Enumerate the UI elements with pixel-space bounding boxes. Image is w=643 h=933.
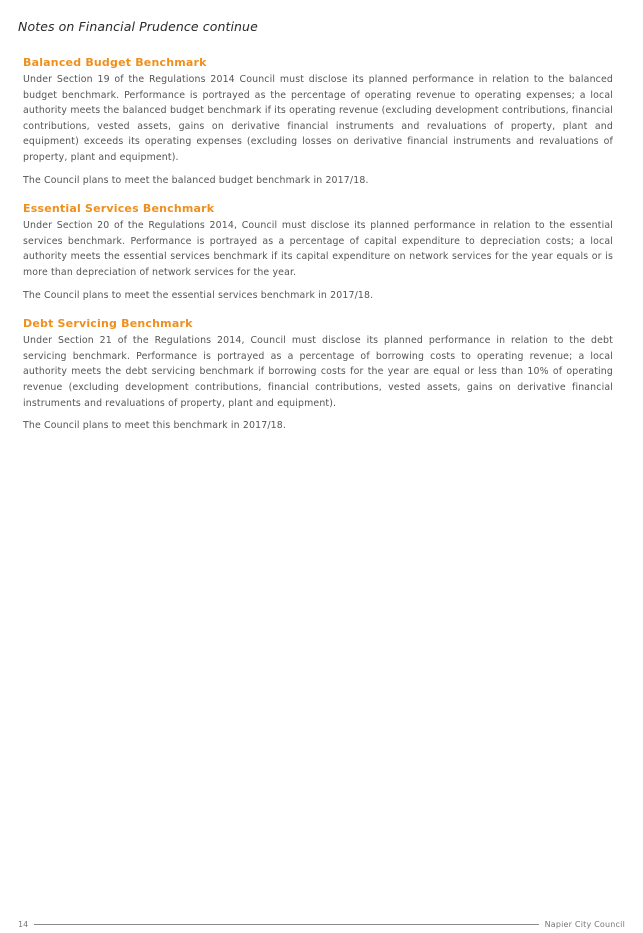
page-title: Notes on Financial Prudence continue: [18, 19, 258, 34]
section-heading: Essential Services Benchmark: [23, 202, 215, 216]
essential-services-section: [23, 202, 613, 303]
page-footer: [18, 916, 625, 932]
balanced-budget-section: [23, 56, 613, 188]
section-heading: Balanced Budget Benchmark: [23, 56, 207, 69]
section-heading: Debt Servicing Benchmark: [23, 317, 193, 331]
section-paragraph: Under Section 19 of the Regulations 2014 Council must disclose its planned performance in relation to the balanced budget benchmark. Performance is portrayed as the percentage of operating revenue to operating expenses; a local authority meets the balanced budget benchmark if its operating revenue (excluding development contributions, financial contributions, vested assets, gains on derivative financial instruments and revaluations of property, plant and equipment) exceeds its operating expenses (excluding losses on derivative financial instruments and revaluations of property, plant and equipment).: [23, 74, 613, 163]
section-paragraph: Under Section 21 of the Regulations 2014, Council must disclose its planned performance in relation to the debt servicing benchmark. Performance is portrayed as a percentage of borrowing costs to operating revenue; a local authority meets the debt servicing benchmark if borrowing costs for the year are equal or less than 10% of operating revenue (excluding development contributions, financial contributions, vested assets, gains on derivative financial instruments and revaluations of property, plant and equipment).: [23, 335, 613, 409]
footer-divider: [34, 924, 538, 925]
section-paragraph: The Council plans to meet the essential services benchmark in 2017/18.: [23, 289, 374, 301]
debt-servicing-section: [23, 317, 613, 434]
page-number: 14: [18, 919, 29, 929]
section-paragraph: Under Section 20 of the Regulations 2014, Council must disclose its planned performance in relation to the essential services benchmark. Performance is portrayed as a percentage of capital expenditure to depreciation costs; a local authority meets the essential services benchmark if its capital expenditure on network services for the year equals or is more than depreciation of network services for the year.: [23, 220, 613, 278]
section-paragraph: The Council plans to meet this benchmark in 2017/18.: [23, 420, 286, 432]
section-paragraph: The Council plans to meet the balanced budget benchmark in 2017/18.: [23, 174, 369, 186]
footer-organization: Napier City Council: [544, 919, 625, 929]
document-body: [23, 56, 613, 448]
